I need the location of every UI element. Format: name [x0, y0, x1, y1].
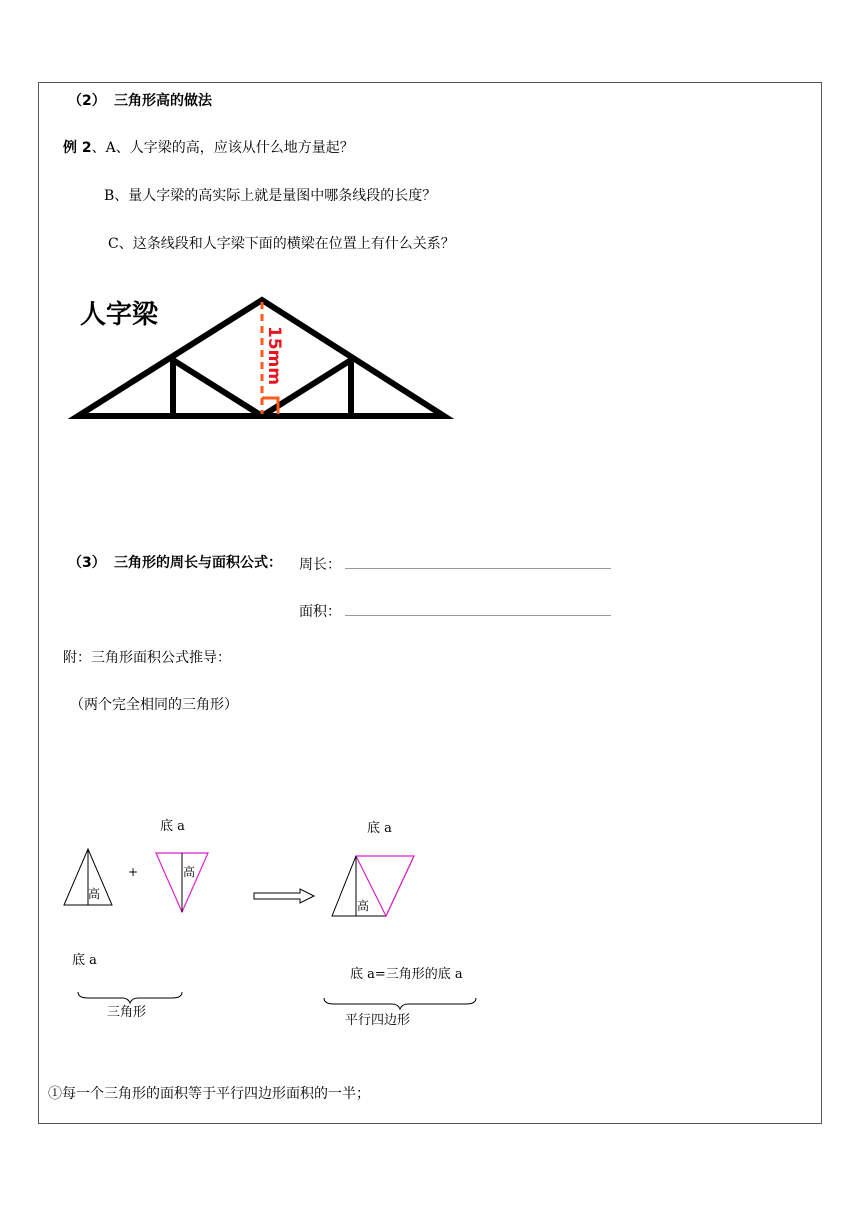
area-blank[interactable] — [345, 603, 611, 616]
triangle-caption: 三角形 — [107, 1005, 147, 1020]
truss-figure — [72, 290, 452, 430]
perimeter-row — [299, 556, 611, 572]
base-label-top-left: 底 a — [160, 819, 185, 834]
height-label-left: 高 — [88, 887, 101, 901]
perimeter-label: 周长： — [299, 557, 341, 573]
height-label-combined: 高 — [357, 899, 370, 913]
area-row — [299, 603, 611, 619]
perimeter-blank[interactable] — [345, 556, 611, 569]
plus-sign: + — [128, 865, 139, 879]
triangle-inverted — [154, 850, 214, 920]
truss-title: 人字梁 — [80, 300, 159, 330]
triangle-brace — [74, 988, 194, 1008]
example2-question-b: B、量人字梁的高实际上就是量图中哪条线段的长度？ — [104, 188, 437, 204]
parallelogram-brace — [320, 994, 490, 1014]
example2-question-c: C、这条线段和人字梁下面的横梁在位置上有什么关系？ — [108, 236, 455, 252]
base-label-bottom-left: 底 a — [72, 953, 97, 968]
truss-measure-label: 15mm — [264, 326, 284, 386]
appendix-title: 附：三角形面积公式推导： — [63, 650, 231, 666]
triangle-upright — [60, 845, 120, 915]
parallelogram-caption: 平行四边形 — [345, 1013, 411, 1028]
conclusion-text: ①每一个三角形的面积等于平行四边形面积的一半； — [48, 1086, 370, 1102]
section2-number: （2） — [68, 93, 106, 109]
parallelogram-base-label: 底 a=三角形的底 a — [350, 967, 463, 982]
height-label-inverted: 高 — [183, 865, 196, 879]
example2-question-a — [63, 141, 354, 155]
section3-number: （3） — [68, 555, 106, 571]
section3-heading: 三角形的周长与面积公式： — [114, 555, 282, 571]
parallelogram-figure — [326, 850, 426, 926]
appendix-note: （两个完全相同的三角形） — [70, 697, 238, 713]
example2-question-a-text: 、A、人字梁的高，应该从什么地方量起？ — [91, 140, 354, 156]
arrow-right-icon — [252, 887, 322, 907]
section2-heading: 三角形高的做法 — [114, 93, 212, 109]
base-label-top-right: 底 a — [367, 821, 392, 836]
truss-left-brace — [173, 360, 262, 416]
example2-label: 例 2 — [63, 140, 92, 156]
area-label: 面积： — [299, 604, 341, 620]
